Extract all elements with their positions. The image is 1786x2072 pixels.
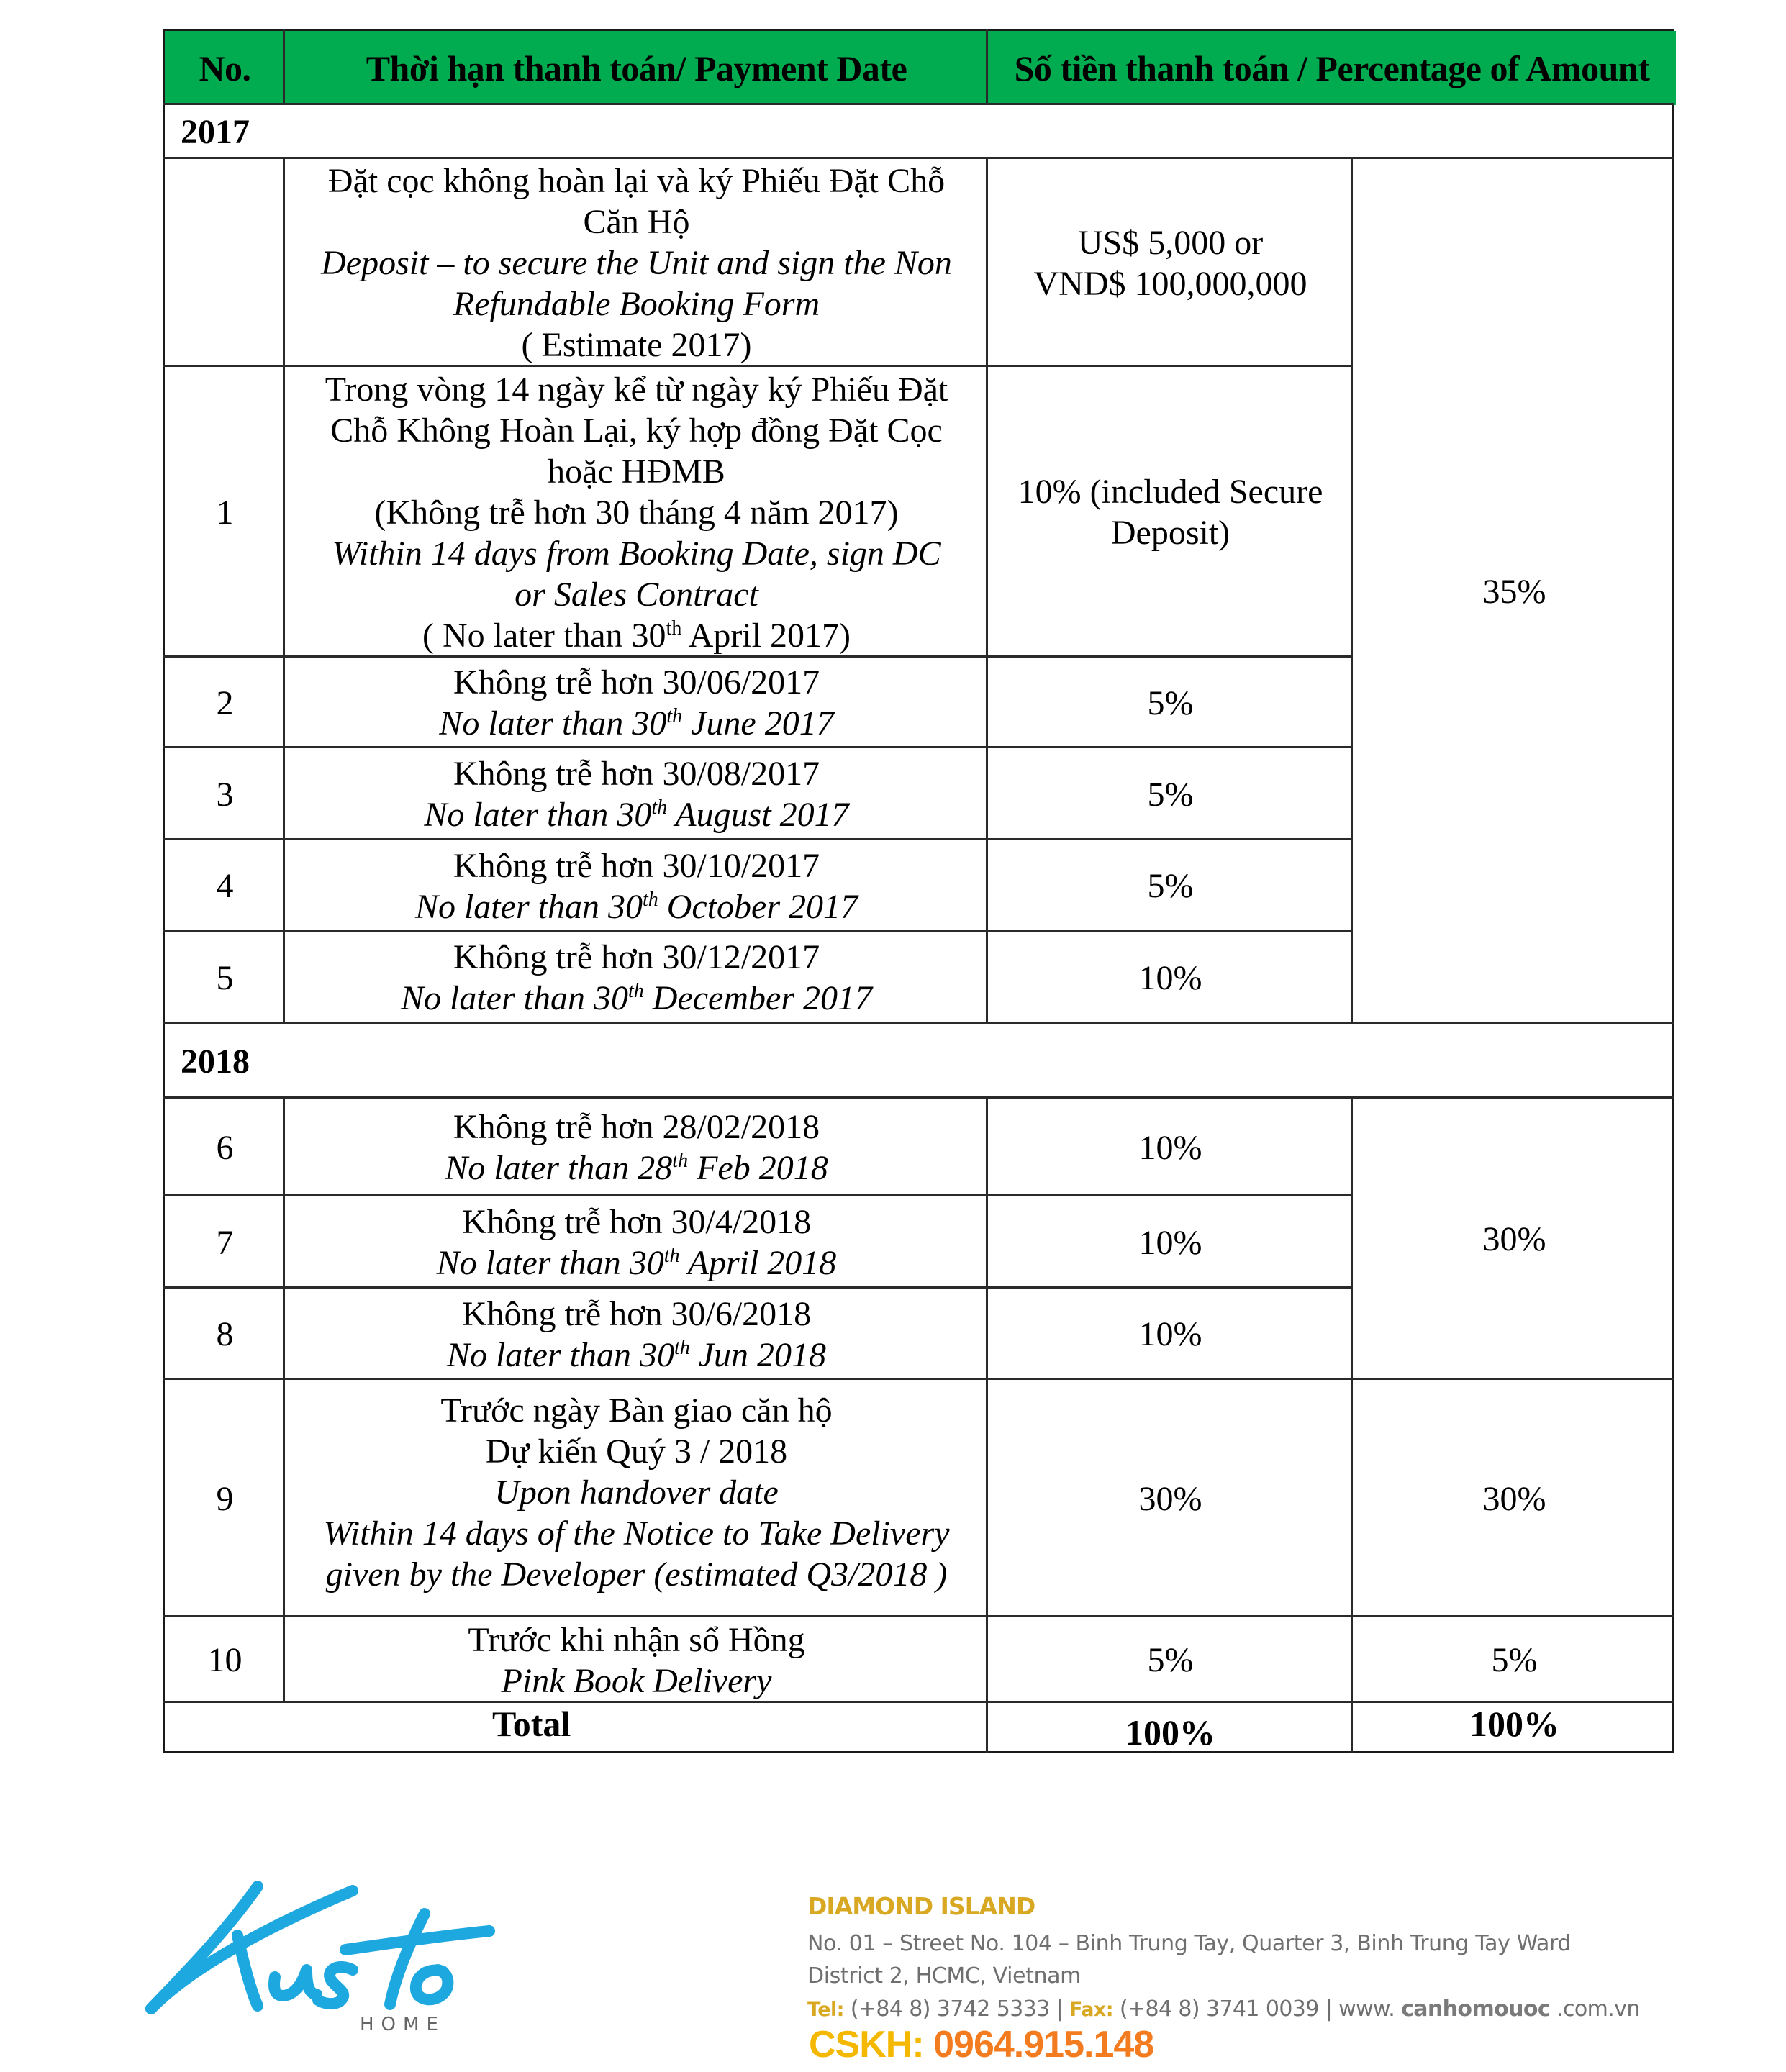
footer-contact-line (807, 1996, 1640, 2022)
description-line (486, 1431, 787, 1472)
row-divider (163, 1286, 1351, 1289)
amount-cell (988, 1380, 1353, 1617)
ordinal-suffix: th (628, 980, 644, 1002)
line-text: Không trễ hơn 28/02/2018 (453, 1108, 820, 1146)
description-line (453, 283, 820, 324)
ordinal-suffix: th (666, 705, 683, 727)
payment-date-cell (285, 748, 988, 840)
header-amount-text: Số tiền thanh toán / Percentage of Amount (1014, 47, 1650, 88)
row-number-text: 6 (216, 1128, 234, 1167)
row-number (165, 367, 285, 658)
row-number-text: 2 (216, 683, 234, 722)
row-divider (163, 655, 1351, 658)
line-text: Pink Book Delivery (501, 1661, 772, 1700)
description-line (468, 1619, 804, 1660)
footer-address-line2: District 2, HCMC, Vietnam (807, 1963, 1081, 1989)
row-divider (163, 1194, 1351, 1196)
row-number (165, 658, 285, 748)
column-divider (283, 1096, 285, 1701)
payment-date-cell (285, 367, 988, 658)
amount-cell (988, 840, 1353, 932)
header-no (165, 31, 285, 105)
description-line (422, 615, 851, 656)
row-number-text: 5 (216, 958, 234, 997)
line-text-after: Jun 2018 (689, 1335, 827, 1374)
line-text-after: April 2017) (681, 616, 851, 655)
row-divider (163, 157, 1674, 159)
line-text: Không trễ hơn 30/4/2018 (461, 1203, 812, 1241)
header-payment-date (285, 31, 988, 105)
payment-date-cell (285, 1380, 988, 1617)
description-line (502, 1660, 772, 1701)
line-text: ( No later than 30 (422, 616, 666, 655)
description-line (522, 324, 752, 365)
line-text-after: April 2018 (679, 1244, 837, 1282)
line-text: No later than 30 (446, 1335, 674, 1374)
row-divider (163, 103, 1674, 105)
description-line (453, 662, 820, 703)
row-number (165, 1196, 285, 1289)
ordinal-suffix: th (663, 1245, 680, 1267)
payment-date-cell (285, 159, 988, 367)
amount-cell (988, 1289, 1353, 1380)
footer-brand: DIAMOND ISLAND (807, 1892, 1035, 1920)
line-text: Refundable Booking Form (453, 285, 820, 323)
line-text-after: August 2017 (667, 796, 849, 834)
line-text: Chỗ Không Hoàn Lại, ký hợp đồng Đặt Cọc (330, 411, 943, 450)
total-label: Total (492, 1704, 571, 1744)
description-line (424, 794, 848, 835)
row-number-text: 9 (216, 1479, 234, 1518)
payment-schedule-table (163, 29, 1674, 1753)
line-text: (Không trễ hơn 30 tháng 4 năm 2017) (374, 493, 899, 532)
row-number-text: 4 (216, 867, 234, 905)
description-line (415, 886, 858, 927)
description-line (515, 574, 758, 615)
line-text: No later than 30 (439, 704, 667, 742)
amount-cell (988, 658, 1353, 748)
line-text: Trong vòng 14 ngày kể từ ngày ký Phiếu Đặt (325, 370, 948, 409)
cskh-label: CSKH: (809, 2024, 934, 2066)
amount-line: Deposit) (1110, 514, 1230, 552)
website-suffix: .com.vn (1550, 1996, 1640, 2022)
row-divider (163, 838, 1351, 840)
column-divider (986, 1096, 988, 1701)
description-line (462, 1294, 811, 1335)
row-number-text: 3 (216, 775, 234, 814)
amount-line: 10% (1138, 958, 1202, 997)
ordinal-suffix: th (674, 1336, 690, 1359)
amount-text: 30% (1138, 1479, 1202, 1518)
ordinal-suffix: th (666, 617, 682, 640)
amount-cell (988, 932, 1353, 1024)
total-amount: 100% (1125, 1712, 1215, 1753)
amount-text: 5% (1147, 1641, 1194, 1679)
year-row-2018 (165, 1024, 1676, 1099)
line-text: No later than 30 (400, 979, 628, 1017)
payment-date-cell (285, 840, 988, 932)
header-amount (988, 31, 1676, 105)
line-text: Within 14 days from Booking Date, sign DC (332, 534, 941, 573)
description-line (453, 753, 820, 794)
line-text: ( Estimate 2017) (521, 326, 752, 364)
line-text: No later than 30 (436, 1244, 664, 1282)
row-number (165, 1380, 285, 1617)
amount-cell (988, 367, 1353, 658)
year-row-2017 (165, 105, 1676, 159)
line-text: Dự kiến Quý 3 / 2018 (485, 1432, 788, 1471)
row-number (165, 1099, 285, 1196)
total-amount-cell (988, 1703, 1353, 1755)
description-line (440, 1390, 832, 1431)
description-line (325, 369, 948, 410)
description-line (584, 201, 690, 242)
row-number (165, 1617, 285, 1703)
website-link[interactable]: canhomouoc (1401, 1996, 1551, 2022)
line-text: No later than 30 (424, 796, 652, 834)
payment-date-cell (285, 658, 988, 748)
description-line (453, 845, 820, 886)
line-text: Không trễ hơn 30/08/2017 (453, 755, 820, 793)
customer-care-line (809, 2023, 1153, 2066)
header-date-text: Thời hạn thanh toán/ Payment Date (366, 47, 907, 88)
row-number-text: 1 (216, 493, 234, 532)
description-line (326, 1554, 948, 1595)
column-divider (986, 157, 988, 1022)
row-number-text: 10 (207, 1641, 242, 1679)
line-text: Within 14 days of the Notice to Take Delivery (323, 1514, 950, 1553)
description-line (401, 978, 872, 1019)
payment-date-cell (285, 1196, 988, 1289)
column-divider (986, 29, 988, 103)
line-text: hoặc HĐMB (548, 452, 725, 491)
description-line (445, 1148, 828, 1189)
amount-line: 5% (1147, 683, 1194, 722)
description-line (437, 1242, 837, 1283)
row-divider (163, 1701, 1674, 1703)
total-label-cell (165, 1703, 988, 1755)
description-line (494, 1472, 779, 1513)
header-no-text: No. (199, 47, 251, 88)
row-divider (163, 746, 1351, 748)
ordinal-suffix: th (642, 888, 658, 911)
row-divider (163, 1096, 1674, 1099)
description-line (439, 703, 833, 744)
line-text: Trước ngày Bàn giao căn hộ (440, 1391, 833, 1430)
column-divider (986, 1701, 988, 1753)
group-total-pinkbook (1353, 1617, 1676, 1703)
row-number (165, 932, 285, 1024)
line-text: Không trễ hơn 30/06/2017 (453, 663, 820, 701)
description-line (453, 1107, 820, 1148)
ordinal-suffix: th (651, 796, 668, 819)
tel-label: Tel: (807, 1999, 844, 2021)
row-divider (163, 930, 1351, 932)
group-total-text: 30% (1482, 1220, 1546, 1258)
amount-cell (988, 748, 1353, 840)
line-text: given by the Developer (estimated Q3/2018 ) (325, 1555, 948, 1594)
amount-line: 5% (1147, 867, 1194, 905)
fax-number: (+84 8) 3741 0039 | www. (1112, 1996, 1402, 2022)
amount-line: VND$ 100,000,000 (1033, 264, 1307, 303)
description-line (447, 1335, 826, 1376)
row-divider (163, 1022, 1674, 1024)
line-text-after: October 2017 (658, 887, 858, 926)
column-divider (1351, 157, 1353, 1022)
cskh-phone: 0964.915.148 (933, 2024, 1154, 2066)
kusto-home-logo (137, 1842, 525, 2036)
amount-line: 10% (1138, 1128, 1202, 1167)
line-text: or Sales Contract (515, 575, 758, 614)
amount-cell (988, 1617, 1353, 1703)
line-text: Trước khi nhận sổ Hồng (468, 1620, 805, 1659)
line-text-after: Feb 2018 (688, 1149, 828, 1187)
logo-sub-text: HOME (360, 2014, 445, 2035)
description-line (462, 1201, 811, 1242)
fax-label: Fax: (1069, 1999, 1113, 2021)
row-number-text: 8 (216, 1315, 234, 1353)
row-number (165, 1289, 285, 1380)
column-divider (283, 157, 285, 1022)
payment-date-cell (285, 1617, 988, 1703)
line-text: Căn Hộ (583, 203, 690, 241)
column-divider (1351, 1701, 1353, 1753)
amount-cell (988, 1196, 1353, 1289)
payment-date-cell (285, 932, 988, 1024)
group-total-text: 5% (1491, 1641, 1538, 1679)
amount-cell (988, 1099, 1353, 1196)
column-divider (1351, 1096, 1353, 1701)
description-line (453, 937, 820, 978)
description-line (330, 410, 943, 451)
line-text: No later than 28 (445, 1149, 673, 1187)
amount-line: 5% (1147, 775, 1194, 814)
line-text: Đặt cọc không hoàn lại và ký Phiếu Đặt Chỗ (327, 162, 946, 200)
line-text-after: December 2017 (643, 979, 873, 1017)
amount-line: 10% (1138, 1223, 1202, 1262)
group-total-2017 (1353, 159, 1676, 1024)
amount-line: US$ 5,000 or (1077, 223, 1264, 262)
line-text: Không trễ hơn 30/12/2017 (453, 938, 820, 976)
row-divider (163, 365, 1351, 367)
row-number (165, 159, 285, 367)
total-group-cell (1353, 1703, 1676, 1755)
year-label: 2018 (181, 1042, 250, 1081)
year-label: 2017 (181, 113, 250, 151)
description-line (321, 242, 952, 283)
line-text: Không trễ hơn 30/6/2018 (461, 1294, 812, 1333)
group-total-text: 35% (1482, 572, 1546, 611)
tel-number: (+84 8) 3742 5333 | (843, 1996, 1070, 2022)
line-text: Upon handover date (494, 1473, 779, 1512)
amount-line: 10% (1138, 1315, 1202, 1353)
description-line (375, 492, 899, 533)
row-divider (163, 1378, 1674, 1380)
line-text: Deposit – to secure the Unit and sign the Non (321, 244, 952, 282)
amount-line: 10% (included Secure (1017, 473, 1323, 511)
amount-cell (988, 159, 1353, 367)
row-number-text: 7 (216, 1223, 234, 1262)
line-text: Không trễ hơn 30/10/2017 (453, 846, 820, 885)
description-line (548, 451, 725, 492)
ordinal-suffix: th (672, 1150, 689, 1172)
description-line (332, 533, 940, 574)
payment-date-cell (285, 1099, 988, 1196)
row-divider (163, 1615, 1674, 1617)
payment-date-cell (285, 1289, 988, 1380)
line-text-after: June 2017 (682, 704, 834, 742)
row-number (165, 840, 285, 932)
description-line (328, 160, 945, 201)
footer-address-line1: No. 01 – Street No. 104 – Binh Trung Tay, Quarter 3, Binh Trung Tay Ward (807, 1931, 1572, 1956)
description-line (323, 1513, 949, 1554)
row-number (165, 748, 285, 840)
column-divider (283, 29, 285, 103)
group-total-handover (1353, 1380, 1676, 1617)
group-total-2018 (1353, 1099, 1676, 1380)
group-total-text: 30% (1482, 1479, 1546, 1518)
line-text: No later than 30 (414, 887, 643, 926)
total-group-amount: 100% (1469, 1704, 1559, 1744)
